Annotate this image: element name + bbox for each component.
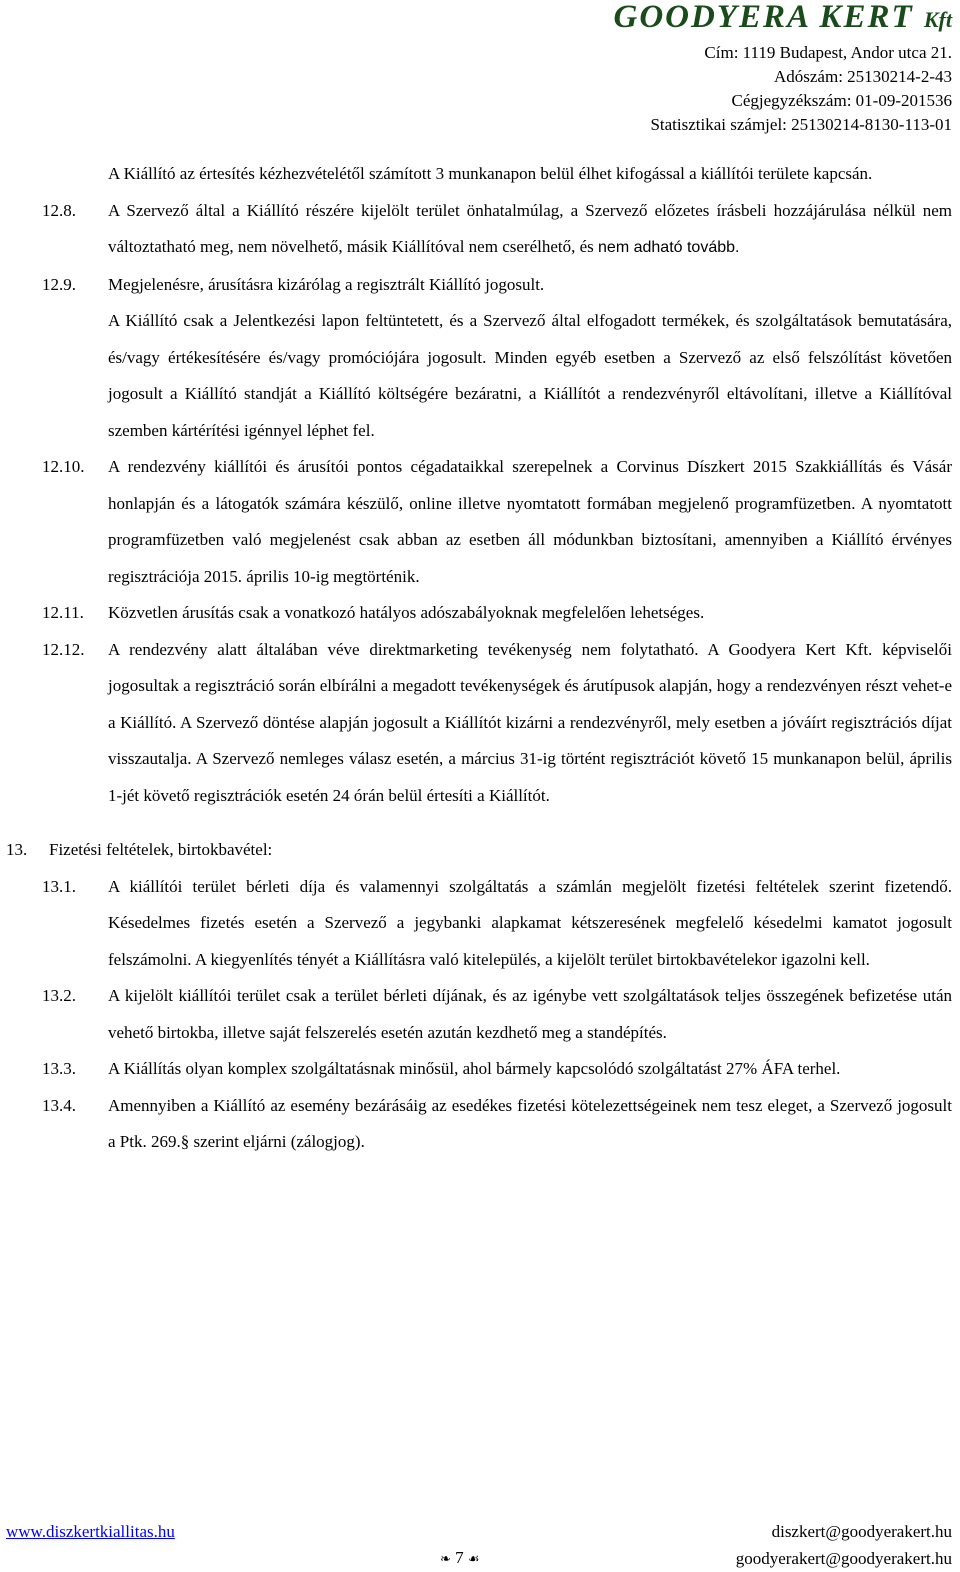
paragraph-12-8	[0, 193, 960, 267]
section-13-heading	[0, 832, 960, 869]
paragraph-text: Közvetlen árusítás csak a vonatkozó hatályos adószabályoknak megfelelően lehetséges.	[108, 603, 705, 622]
registry-number-line: Cégjegyzékszám: 01-09-201536	[731, 91, 952, 110]
paragraph-text: Amennyiben a Kiállító az esemény bezárásáig az esedékes fizetési kötelezettségeinek nem tesz eleget, a Szervező jogosult a Ptk. 269.§ szerint eljárni (zálogjog).	[108, 1095, 952, 1151]
paragraph-12-10	[0, 449, 960, 595]
paragraph-12-7-continued	[0, 156, 960, 193]
paragraph-number: 12.12.	[42, 639, 85, 659]
paragraph-number: 12.9.	[42, 274, 76, 294]
paragraph-text: A Kiállító az értesítés kézhezvételétől számított 3 munkanapon belül élhet kifogással a kiállítói területe kapcsán.	[108, 164, 873, 183]
company-name: GOODYERA KERT	[613, 0, 914, 35]
paragraph-text-sans: nem adható tovább.	[598, 239, 740, 256]
paragraph-text: A Kiállító csak a Jelentkezési lapon feltüntetett, és a Szervező által elfogadott termékek, és szolgáltatások bemutatására, és/vagy értékesítésére és/vagy promóciójára jogosult. Minden egyéb esetben a Szervező az első felszólítást követően jogosult a Kiállító standját a Kiállító költségére bezáratni, a Kiállítót a rendezvényről eltávolítani, illetve a Kiállítóval szemben kártérítési igénnyel léphet fel.	[108, 311, 952, 440]
paragraph-13-1	[0, 869, 960, 979]
email-link-goodyerakert[interactable]: goodyerakert@goodyerakert.hu	[735, 1549, 952, 1568]
paragraph-text: A kijelölt kiállítói terület csak a terület bérleti díjának, és az igénybe vett szolgáltatások teljes összegének befizetése után vehető birtokba, illetve saját felszerelés esetén azután kezdhető meg a standépítés.	[108, 986, 952, 1042]
paragraph-12-12	[0, 632, 960, 815]
paragraph-number: 12.10.	[42, 457, 85, 476]
page-number: 7	[455, 1548, 464, 1567]
paragraph-13-4	[0, 1088, 960, 1161]
footer-contacts	[736, 1518, 952, 1572]
paragraph-text: A rendezvény alatt általában véve direktmarketing tevékenység nem folytatható. A Goodyera Kert Kft. képviselői jogosultak a regisztráció során elbírálni a megadott tevékenységek és árutípusok alapján, hogy a rendezvényen részt vehet-e a Kiállító. A Szervező döntése alapján jogosult a Kiállítót kizárni a rendezvényről, mely esetben a jóváírt regisztrációs díjat visszautalja. A Szervező nemleges válasz esetén, a március 31-ig történt regisztrációt követő 15 munkanapon belül, április 1-jét követő regisztrációk esetén 24 órán belül értesíti a Kiállítót.	[108, 639, 952, 805]
website-link[interactable]: www.diszkertkiallitas.hu	[6, 1522, 175, 1541]
paragraph-text: A rendezvény kiállítói és árusítói pontos cégadataikkal szerepelnek a Corvinus Díszkert 2015 Szakkiállítás és Vásár honlapján és a látogatók számára készülő, online illetve nyomtatott formában megjelenő programfüzetben. A nyomtatott programfüzetben való megjelenést csak abban az esetben áll módunkban biztosítani, amennyiben a Kiállító érvényes regisztrációja 2015. április 10-ig megtörténik.	[108, 457, 952, 586]
paragraph-number: 13.3.	[42, 1059, 76, 1078]
email-link-diszkert[interactable]: diszkert@goodyerakert.hu	[771, 1522, 952, 1541]
paragraph-number: 13.4.	[42, 1095, 76, 1115]
statistical-number-line: Statisztikai számjel: 25130214-8130-113-01	[650, 115, 952, 134]
document-body	[0, 156, 960, 1161]
paragraph-text: A Kiállítás olyan komplex szolgáltatásnak minősül, ahol bármely kapcsolódó szolgáltatást 27% ÁFA terhel.	[108, 1059, 841, 1078]
paragraph-number: 13.2.	[42, 986, 76, 1005]
ornament-left-icon: ❧	[440, 1551, 451, 1566]
paragraph-12-11	[0, 595, 960, 632]
page-footer	[0, 1513, 960, 1571]
section-spacer	[0, 814, 960, 832]
letterhead	[613, 0, 952, 137]
paragraph-number: 12.8.	[42, 200, 76, 220]
address-line: Cím: 1119 Budapest, Andor utca 21.	[704, 43, 952, 62]
paragraph-number: 12.11.	[42, 603, 84, 622]
paragraph-text: A kiállítói terület bérleti díja és valamennyi szolgáltatás a számlán megjelölt fizetési feltételek szerint fizetendő. Késedelmes fizetés esetén a Szervező a jegybanki alapkamat kétszeresének megfelelő késedelmi kamatot jogosult felszámolni. A kiegyenlítés tényét a Kiállításra való kitelepülés, a kijelölt terület birtokbavételekor igazolni kell.	[108, 876, 952, 969]
company-logo	[613, 0, 952, 39]
section-number: 13.	[6, 840, 28, 859]
ornament-right-icon: ☙	[467, 1551, 480, 1566]
tax-number-line: Adószám: 25130214-2-43	[773, 67, 952, 86]
section-title: Fizetési feltételek, birtokbavétel:	[49, 840, 273, 859]
paragraph-text: Megjelenésre, árusításra kizárólag a regisztrált Kiállító jogosult.	[108, 274, 545, 294]
company-suffix: Kft	[923, 7, 952, 32]
paragraph-13-3	[0, 1051, 960, 1088]
paragraph-12-9	[0, 267, 960, 450]
page-number-block	[440, 1544, 480, 1572]
paragraph-text: A Szervező által a Kiállító részére kijelölt terület önhatalmúlag, a Szervező előzetes írásbeli hozzájárulása nélkül nem változtatható meg, nem növelhető, másik Kiállítóval nem cserélhető, és	[108, 200, 952, 256]
paragraph-number: 13.1.	[42, 876, 76, 896]
paragraph-13-2	[0, 978, 960, 1051]
